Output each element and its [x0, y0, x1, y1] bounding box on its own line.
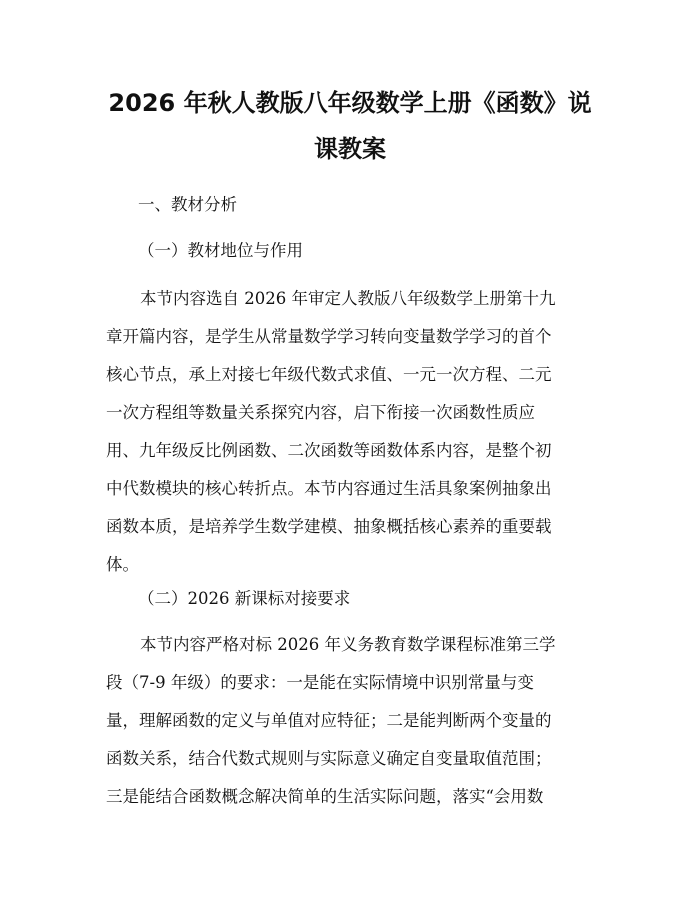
- paragraph-1-line-5: 用、九年级反比例函数、二次函数等函数体系内容，是整个初: [106, 441, 552, 460]
- subsection-heading-position-role: （一）教材地位与作用: [138, 241, 303, 260]
- paragraph-2-line-5: 三是能结合函数概念解决简单的生活实际问题，落实“会用数: [106, 787, 544, 806]
- paragraph-1-line-4: 一次方程组等数量关系探究内容，启下衔接一次函数性质应: [106, 403, 535, 422]
- paragraph-1-line-7: 函数本质，是培养学生数学建模、抽象概括核心素养的重要载: [106, 517, 552, 536]
- paragraph-1-line-6: 中代数模块的核心转折点。本节内容通过生活具象案例抽象出: [106, 479, 552, 498]
- paragraph-1-line-1: 本节内容选自 2026 年审定人教版八年级数学上册第十九: [140, 289, 556, 308]
- document-title-line-1: 2026 年秋人教版八年级数学上册《函数》说: [108, 89, 592, 117]
- paragraph-1-line-8: 体。: [106, 555, 139, 574]
- paragraph-2-line-1: 本节内容严格对标 2026 年义务教育数学课程标准第三学: [140, 635, 556, 654]
- document-title-line-2: 课教案: [314, 135, 386, 163]
- paragraph-2-line-4: 函数关系，结合代数式规则与实际意义确定自变量取值范围；: [106, 749, 552, 768]
- paragraph-2-line-2: 段（7-9 年级）的要求：一是能在实际情境中识别常量与变: [106, 673, 534, 692]
- paragraph-2-line-3: 量，理解函数的定义与单值对应特征；二是能判断两个变量的: [106, 711, 552, 730]
- subsection-heading-curriculum-standards: （二）2026 新课标对接要求: [138, 589, 351, 608]
- paragraph-1-line-2: 章开篇内容，是学生从常量数学学习转向变量数学学习的首个: [106, 327, 552, 346]
- section-heading-textbook-analysis: 一、教材分析: [138, 195, 237, 214]
- paragraph-1-line-3: 核心节点，承上对接七年级代数式求值、一元一次方程、二元: [106, 365, 552, 384]
